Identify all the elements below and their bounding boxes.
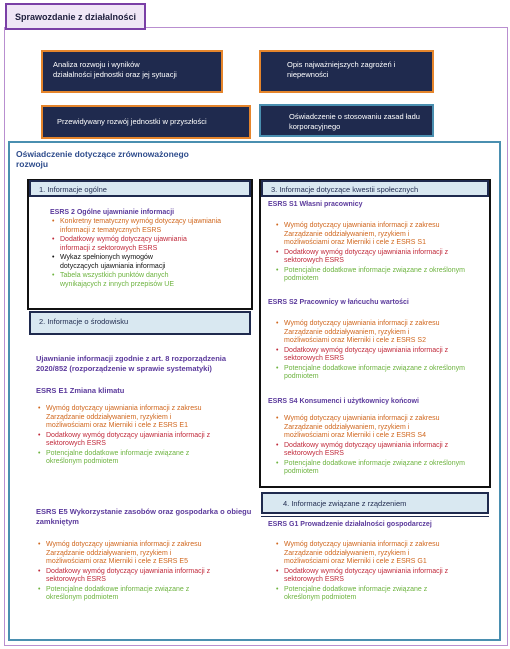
list-item: • Dodatkowy wymóg dotyczący ujawniania informacji z sektorowych ESRS — [38, 432, 250, 449]
section-environment-heading: 2. Informacje o środowisku — [29, 311, 251, 335]
risks-line-1: Opis najważniejszych zagrożeń i — [287, 60, 396, 69]
list-item: • Dodatkowy wymóg dotyczący ujawniania informacji z sektorowych ESRS — [276, 347, 488, 364]
list-item: • Dodatkowy wymóg dotyczący ujawniania informacji z sektorowych ESRS — [276, 249, 488, 266]
esrs2-list — [52, 218, 252, 290]
report-title: Sprawozdanie z działalności — [5, 3, 146, 30]
list-item: • Dodatkowy wymóg dotyczący ujawniania informacji z sektorowych ESRS — [38, 568, 250, 585]
section-governance-divider — [261, 516, 489, 517]
risks-box — [259, 50, 434, 93]
list-item: • Wymóg dotyczący ujawniania informacji z zakresu Zarządzanie oddziaływaniem, ryzykiem i możliwościami oraz Mierniki i cele z ESRS S4 — [276, 415, 488, 441]
governance-line-2: korporacyjnego — [289, 122, 341, 131]
sustainability-title-line-2: rozwoju — [16, 159, 49, 169]
forecast-box — [41, 105, 251, 139]
sustainability-title-line-1: Oświadczenie dotyczące zrównoważonego — [16, 149, 189, 159]
g1-title: ESRS G1 Prowadzenie działalności gospodarczej — [268, 521, 432, 528]
s1-list — [276, 222, 488, 285]
risks-line-2: niepewności — [287, 70, 329, 79]
list-item: • Potencjalne dodatkowe informacje związane z określonym podmiotem — [38, 450, 250, 467]
s4-title: ESRS S4 Konsumenci i użytkownicy końcowi — [268, 398, 419, 405]
list-item: • Wymóg dotyczący ujawniania informacji z zakresu Zarządzanie oddziaływaniem, ryzykiem i możliwościami oraz Mierniki i cele z ESRS E1 — [38, 405, 250, 431]
e1-title: ESRS E1 Zmiana klimatu — [36, 386, 125, 395]
list-item: • Tabela wszystkich punktów danych wynikających z innych przepisów UE — [52, 272, 252, 289]
s1-title: ESRS S1 Własni pracownicy — [268, 201, 363, 208]
list-item: • Potencjalne dodatkowe informacje związane z określonym podmiotem — [276, 365, 488, 382]
list-item: • Potencjalne dodatkowe informacje związane z określonym podmiotem — [38, 586, 250, 603]
list-item: • Dodatkowy wymóg dotyczący ujawniania informacji z sektorowych ESRS — [276, 442, 488, 459]
s4-list — [276, 415, 488, 478]
list-item: • Wymóg dotyczący ujawniania informacji z zakresu Zarządzanie oddziaływaniem, ryzykiem i możliwościami oraz Mierniki i cele z ESRS S2 — [276, 320, 488, 346]
g1-list — [276, 541, 488, 604]
list-item: • Wymóg dotyczący ujawniania informacji z zakresu Zarządzanie oddziaływaniem, ryzykiem i możliwościami oraz Mierniki i cele z ESRS G1 — [276, 541, 488, 567]
list-item: • Potencjalne dodatkowe informacje związane z określonym podmiotem — [276, 460, 488, 477]
governance-line-1: Oświadczenie o stosowaniu zasad ładu — [289, 112, 420, 121]
analysis-line-1: Analiza rozwoju i wyników — [53, 60, 140, 69]
list-item: • Dodatkowy wymóg dotyczący ujawniania informacji z sektorowych ESRS — [276, 568, 488, 585]
list-item: • Wykaz spełnionych wymogów dotyczących ujawniania informacji — [52, 254, 252, 271]
list-item: • Potencjalne dodatkowe informacje związane z określonym podmiotem — [276, 586, 488, 603]
sustainability-title — [16, 149, 226, 169]
list-item: • Dodatkowy wymóg dotyczący ujawniania informacji z sektorowych ESRS — [52, 236, 252, 253]
list-item: • Wymóg dotyczący ujawniania informacji z zakresu Zarządzanie oddziaływaniem, ryzykiem i możliwościami oraz Mierniki i cele z ESRS S1 — [276, 222, 488, 248]
section-general-heading: 1. Informacje ogólne — [29, 180, 251, 197]
forecast-line-1: Przewidywany rozwój jednostki w przyszłości — [57, 117, 207, 126]
taxonomy-title: Ujawnianie informacji zgodnie z art. 8 rozporządzenia 2020/852 (rozporządzenie w sprawie systematyki) — [36, 354, 227, 373]
governance-box — [259, 104, 434, 137]
section-social-heading: 3. Informacje dotyczące kwestii społecznych — [261, 180, 489, 197]
analysis-box — [41, 50, 223, 93]
s2-title: ESRS S2 Pracownicy w łańcuchu wartości — [268, 299, 409, 306]
analysis-line-2: działalności jednostki oraz jej sytuacji — [53, 70, 177, 79]
e5-list — [38, 541, 250, 604]
list-item: • Konkretny tematyczny wymóg dotyczący ujawniania informacji z tematycznych ESRS — [52, 218, 252, 235]
e1-list — [38, 405, 250, 468]
esrs2-title: ESRS 2 Ogólne ujawnianie informacji — [50, 209, 175, 216]
s2-list — [276, 320, 488, 383]
e5-title: ESRS E5 Wykorzystanie zasobów oraz gospodarka o obiegu zamkniętym — [36, 507, 252, 526]
section-governance-heading: 4. Informacje związane z rządzeniem — [261, 492, 489, 514]
list-item: • Wymóg dotyczący ujawniania informacji z zakresu Zarządzanie oddziaływaniem, ryzykiem i możliwościami oraz Mierniki i cele z ESRS E5 — [38, 541, 250, 567]
list-item: • Potencjalne dodatkowe informacje związane z określonym podmiotem — [276, 267, 488, 284]
